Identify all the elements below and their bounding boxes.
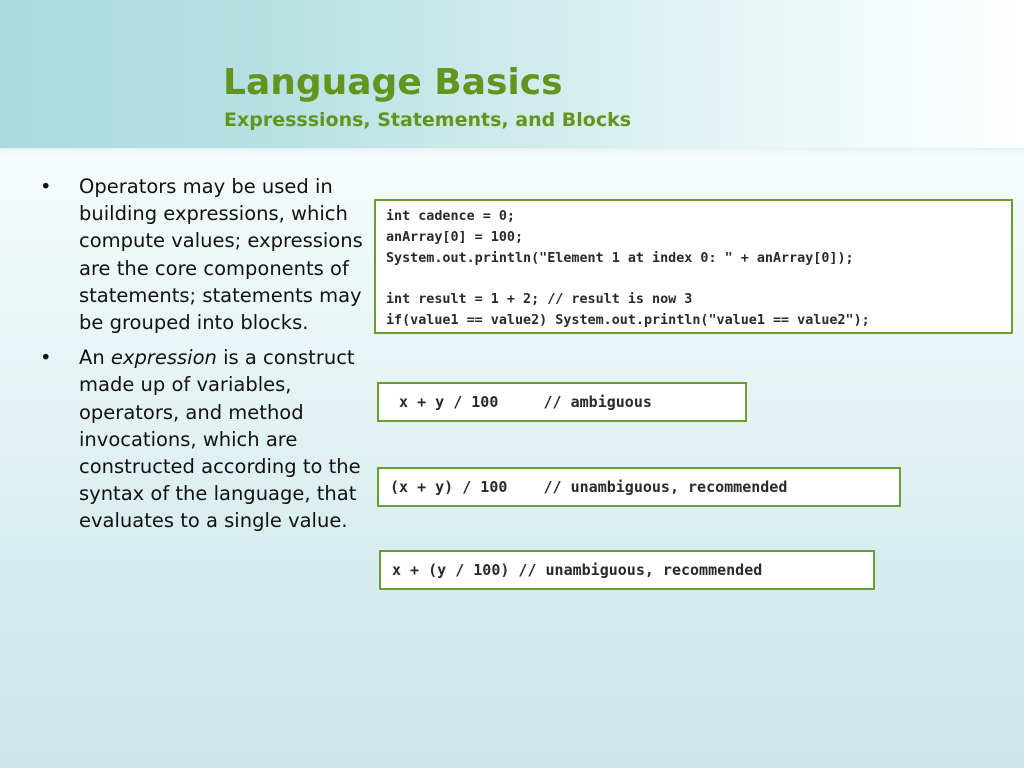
code-line: int result = 1 + 2; // result is now 3	[386, 292, 693, 308]
bullet-text-after: is a construct made up of variables, operators, and method invocations, which are constructed according to the syntax of the language, that evaluates to a single value.	[79, 346, 361, 533]
bullet-marker: •	[40, 346, 52, 370]
ambiguous-example-box: x + y / 100 // ambiguous	[377, 382, 747, 422]
code-line: if(value1 == value2) System.out.println("value1 == value2");	[386, 312, 870, 328]
code-line: int cadence = 0;	[386, 209, 515, 224]
slide-subtitle: Expresssions, Statements, and Blocks	[224, 109, 632, 131]
code-sample-box	[374, 199, 1013, 334]
bullet-item-expression	[40, 344, 378, 534]
unambiguous-example-box-2: x + (y / 100) // unambiguous, recommended	[379, 550, 875, 590]
bullet-marker: •	[40, 175, 52, 198]
bullet-text-before: An	[79, 346, 111, 370]
bullet-emphasis: expression	[110, 346, 217, 370]
bullet-list	[40, 173, 378, 543]
slide-title: Language Basics	[223, 62, 563, 103]
code-line	[386, 269, 1011, 290]
header-divider	[0, 148, 1024, 154]
code-line: System.out.println("Element 1 at index 0: " + anArray[0]);	[386, 250, 854, 266]
bullet-text: Operators may be used in building expressions, which compute values; expressions are the core components of statements; statements may be grouped into blocks.	[79, 175, 363, 335]
code-line: anArray[0] = 100;	[386, 229, 524, 245]
unambiguous-example-box-1: (x + y) / 100 // unambiguous, recommended	[377, 467, 901, 507]
bullet-item-operators	[40, 173, 378, 336]
